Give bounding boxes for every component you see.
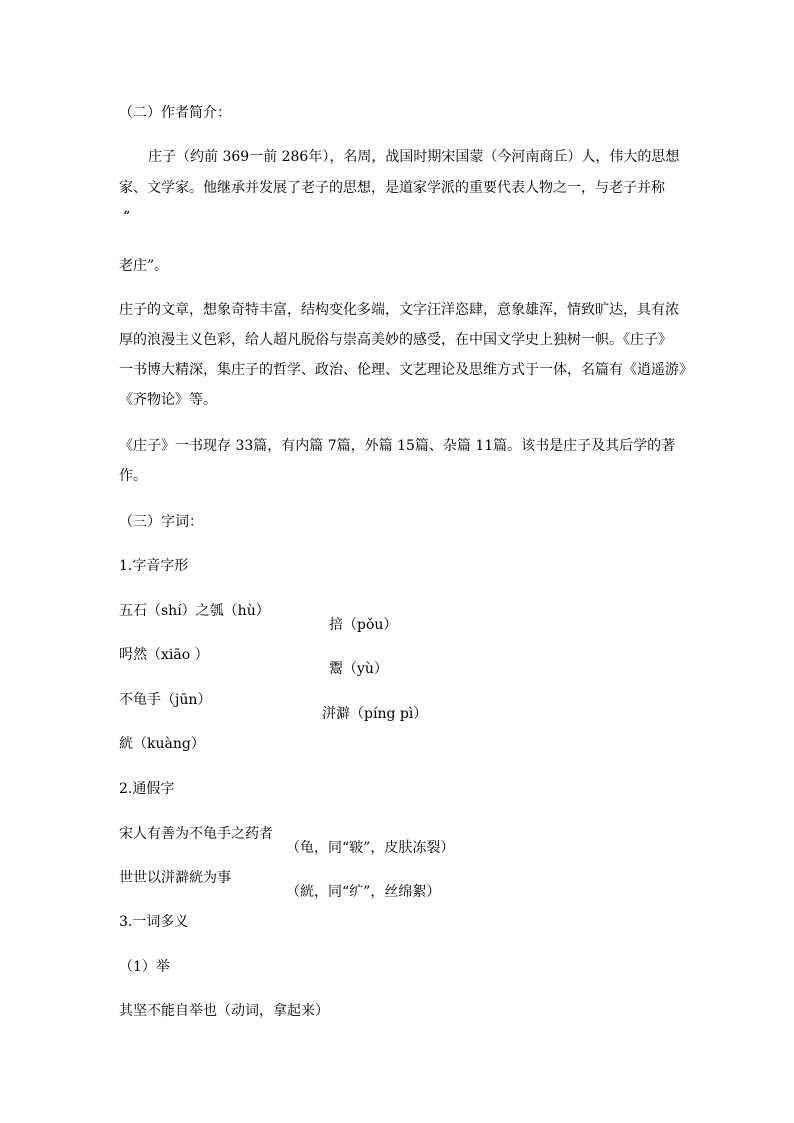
pronunciation-item: 呺然（xiāo ） (119, 647, 209, 663)
pronunciation-item: 不龟手（jūn） (119, 692, 212, 708)
polysemy-example: 其坚不能自举也（动词，拿起来） (119, 1003, 329, 1019)
author-paragraph-3-line-1: 《庄子》一书现存 33篇，有内篇 7篇，外篇 15篇、杂篇 11篇。该书是庄子及其后学的著 (119, 438, 676, 454)
pronunciation-item: 掊（pǒu） (329, 617, 398, 633)
pronunciation-heading: 1.字音字形 (119, 558, 189, 574)
author-paragraph-1-line-2: 家、文学家。他继承并发展了老子的思想，是道家学派的重要代表人物之一，与老子并称 (119, 180, 665, 196)
author-paragraph-2-line-4: 《齐物论》等。 (119, 392, 217, 408)
author-paragraph-1-line-3: “ (123, 209, 131, 225)
polysemy-subheading: （1）举 (119, 959, 170, 975)
vocabulary-heading: （三）字词： (119, 514, 203, 530)
tongjia-explanation: （絖，同“纩”，丝绵絮） (286, 884, 441, 900)
polysemy-heading: 3.一词多义 (119, 914, 189, 930)
pronunciation-item: 洴澼（píng pì） (322, 706, 428, 722)
pronunciation-item: 絖（kuàng） (119, 736, 205, 752)
author-paragraph-1-line-4: 老庄”。 (119, 258, 169, 274)
author-intro-heading: （二）作者简介： (119, 105, 231, 121)
author-paragraph-2-line-2: 厚的浪漫主义色彩，给人超凡脱俗与崇高美妙的感受，在中国文学史上独树一帜。《庄子》 (119, 332, 672, 348)
pronunciation-item: 五石（shí）之瓠（hù） (119, 603, 270, 619)
author-paragraph-1-line-1: 庄子（约前 369一前 286年），名周，战国时期宋国蒙（今河南商丘）人，伟大的思想 (148, 149, 680, 165)
author-paragraph-2-line-3: 一书博大精深，集庄子的哲学、政治、伦理、文艺理论及思维方式于一体，名篇有《逍遥游》 (119, 362, 693, 378)
author-paragraph-3-line-2: 作。 (119, 468, 147, 484)
tongjia-explanation: （龟，同“皲”，皮肤冻裂） (286, 840, 455, 856)
tongjia-example: 宋人有善为不龟手之药者 (119, 826, 273, 842)
tongjia-heading: 2.通假字 (119, 781, 175, 797)
tongjia-example: 世世以洴澼絖为事 (119, 870, 231, 886)
pronunciation-item: 鬻（yù） (329, 661, 388, 677)
author-paragraph-2-line-1: 庄子的文章，想象奇特丰富，结构变化多端，文字汪洋恣肆，意象雄浑，情致旷达，具有浓 (119, 302, 679, 318)
